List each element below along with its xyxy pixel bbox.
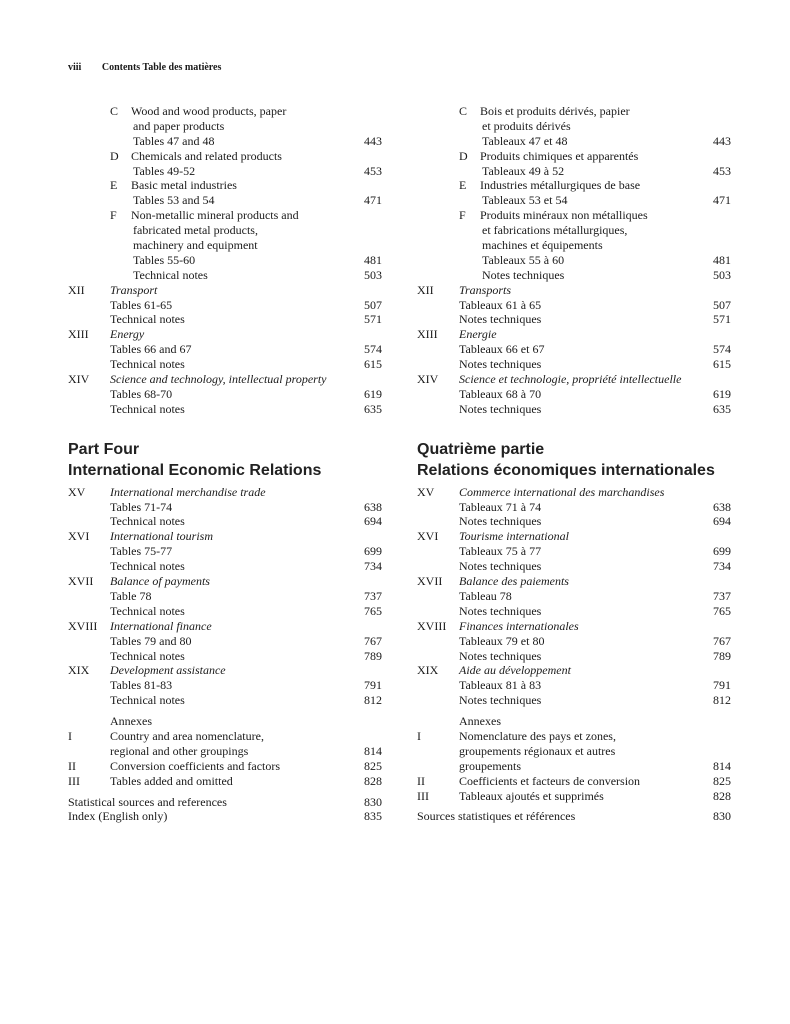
toc-entry	[417, 238, 731, 253]
entry-title: International finance	[110, 618, 212, 633]
entry-page-number: 825	[364, 758, 382, 773]
entry-number: E	[459, 178, 467, 193]
entry-title: Energie	[459, 327, 497, 342]
entry-page-number: 734	[364, 559, 382, 574]
toc-entry	[68, 208, 382, 223]
entry-page-number: 828	[364, 773, 382, 788]
entry-title: Sources statistiques et références	[417, 809, 576, 824]
entry-page-number: 619	[364, 386, 382, 401]
entry-number: XVII	[417, 574, 443, 589]
part-title: Relations économiques internationales	[417, 461, 715, 479]
toc-entry	[417, 357, 731, 372]
entry-page-number: 615	[713, 357, 731, 372]
entry-page-number: 574	[364, 342, 382, 357]
toc-entry	[417, 164, 731, 179]
toc-entry	[68, 387, 382, 402]
toc-entry	[417, 774, 731, 789]
entry-number: II	[68, 758, 76, 773]
entry-title: Notes techniques	[459, 357, 542, 372]
page-folio: viii	[68, 62, 82, 73]
entry-title: Tables 49-52	[133, 163, 196, 178]
entry-title: groupements régionaux et autres	[459, 743, 616, 758]
toc-entry	[68, 795, 382, 810]
entry-title: Country and area nomenclature,	[110, 728, 264, 743]
toc-entry	[417, 514, 731, 529]
toc-chapter-entry	[68, 574, 382, 589]
entry-page-number: 638	[364, 499, 382, 514]
entry-title: Tableau 78	[459, 588, 512, 603]
entry-title: Technical notes	[110, 693, 185, 708]
toc-end-section	[417, 809, 731, 824]
entry-title: Tableaux 81 à 83	[459, 678, 542, 693]
entry-title: Transport	[110, 282, 158, 297]
entry-title: Tables 53 and 54	[133, 193, 215, 208]
toc-entry	[68, 514, 382, 529]
entry-page-number: 471	[713, 193, 731, 208]
entry-number: XIX	[68, 663, 90, 678]
entry-title: Coefficients et facteurs de conversion	[459, 773, 641, 788]
entry-page-number: 828	[713, 788, 731, 803]
toc-entry	[68, 544, 382, 559]
entry-number: XVIII	[417, 618, 447, 633]
toc-entry	[417, 223, 731, 238]
entry-title: Science and technology, intellectual property	[110, 372, 327, 387]
toc-end-section	[68, 795, 382, 825]
toc-entry	[68, 744, 382, 759]
entry-title: Table 78	[110, 588, 152, 603]
entry-title: Notes techniques	[482, 267, 565, 282]
entry-page-number: 471	[364, 193, 382, 208]
entry-page-number: 767	[713, 633, 731, 648]
toc-entry	[68, 164, 382, 179]
toc-entry	[417, 342, 731, 357]
toc-entry	[68, 149, 382, 164]
entry-title: machines et équipements	[482, 238, 603, 253]
entry-number: XVII	[68, 574, 94, 589]
entry-page-number: 503	[364, 267, 382, 282]
entry-number: C	[459, 104, 468, 118]
entry-page-number: 699	[713, 544, 731, 559]
entry-title: Tableaux 71 à 74	[459, 499, 542, 514]
entry-title: Science et technologie, propriété intellectuelle	[459, 372, 682, 387]
entry-title: Tableaux 79 et 80	[459, 633, 545, 648]
entry-number: XIV	[417, 372, 439, 387]
entry-title: Wood and wood products, paper	[131, 104, 287, 118]
entry-number: II	[417, 773, 425, 788]
toc-entry	[68, 104, 382, 119]
entry-page-number: 814	[364, 743, 382, 758]
toc-column-english	[68, 104, 382, 824]
part-label: Quatrième partie	[417, 440, 545, 458]
entry-title: and paper products	[133, 118, 225, 133]
entry-page-number: 443	[713, 133, 731, 148]
entry-title: Finances internationales	[459, 618, 579, 633]
entry-number: D	[110, 148, 119, 163]
entry-title: Tableaux 68 à 70	[459, 386, 542, 401]
toc-chapter-entry	[68, 283, 382, 298]
toc-entry	[417, 649, 731, 664]
toc-entry	[68, 809, 382, 824]
entry-title: Nomenclature des pays et zones,	[459, 728, 616, 743]
entry-number: I	[68, 728, 72, 743]
entry-title: Tableaux 53 et 54	[482, 193, 568, 208]
toc-entry	[68, 774, 382, 789]
entry-page-number: 507	[713, 297, 731, 312]
entry-title: Tables 47 and 48	[133, 133, 215, 148]
entry-page-number: 571	[364, 312, 382, 327]
entry-title: Notes techniques	[459, 603, 542, 618]
entry-title: machinery and equipment	[133, 238, 258, 253]
entry-page-number: 812	[713, 693, 731, 708]
entry-title: Basic metal industries	[131, 178, 237, 193]
toc-entry	[68, 178, 382, 193]
toc-entry	[417, 744, 731, 759]
entry-number: F	[110, 208, 117, 223]
toc-entry	[68, 589, 382, 604]
entry-page-number: 812	[364, 693, 382, 708]
entry-page-number: 734	[713, 559, 731, 574]
entry-title: Technical notes	[110, 559, 185, 574]
toc-entry	[68, 634, 382, 649]
entry-page-number: 791	[364, 678, 382, 693]
entry-page-number: 737	[713, 588, 731, 603]
toc-entry	[68, 298, 382, 313]
entry-page-number: 830	[364, 794, 382, 809]
toc-entry	[68, 253, 382, 268]
entry-title: Non-metallic mineral products and	[131, 208, 299, 223]
entry-number: E	[110, 178, 118, 193]
entry-title: Technical notes	[110, 312, 185, 327]
toc-part-four-section	[68, 485, 382, 708]
toc-chapter-entry	[68, 485, 382, 500]
entry-title: International tourism	[110, 529, 214, 544]
entry-title: International merchandise trade	[110, 484, 266, 499]
toc-entry	[68, 649, 382, 664]
entry-title: Aide au développement	[459, 663, 571, 678]
entry-title: Tables 68-70	[110, 386, 173, 401]
entry-title: Statistical sources and references	[68, 794, 227, 809]
toc-entry	[417, 729, 731, 744]
entry-title: et fabrications métallurgiques,	[482, 223, 628, 238]
entry-title: Conversion coefficients and factors	[110, 758, 281, 773]
toc-entry	[68, 193, 382, 208]
toc-annexes-section	[417, 729, 731, 803]
toc-entry	[68, 312, 382, 327]
entry-page-number: 481	[364, 252, 382, 267]
entry-title: Notes techniques	[459, 514, 542, 529]
toc-entry	[417, 253, 731, 268]
entry-title: Technical notes	[110, 648, 185, 663]
toc-entry	[417, 634, 731, 649]
toc-chapter-entry	[417, 529, 731, 544]
toc-chapter-entry	[417, 619, 731, 634]
entry-page-number: 574	[713, 342, 731, 357]
entry-number: F	[459, 208, 466, 223]
entry-title: Transports	[459, 282, 512, 297]
entry-page-number: 694	[364, 514, 382, 529]
entry-number: XIX	[417, 663, 439, 678]
entry-page-number: 619	[713, 386, 731, 401]
entry-title: Tables 61-65	[110, 297, 173, 312]
part-title: International Economic Relations	[68, 461, 322, 479]
entry-title: Tables 66 and 67	[110, 342, 192, 357]
toc-entry	[417, 402, 731, 417]
entry-number: III	[68, 773, 80, 788]
toc-chapter-entry	[417, 663, 731, 678]
toc-entry	[68, 693, 382, 708]
entry-page-number: 835	[364, 809, 382, 824]
toc-chapter-entry	[417, 283, 731, 298]
entry-title: Produits chimiques et apparentés	[480, 148, 639, 163]
running-head	[68, 62, 221, 73]
entry-title: Tableaux 61 à 65	[459, 297, 542, 312]
toc-top-section	[417, 104, 731, 417]
entry-title: Tableaux 55 à 60	[482, 252, 565, 267]
toc-entry	[68, 729, 382, 744]
entry-page-number: 765	[364, 603, 382, 618]
toc-entry	[68, 268, 382, 283]
toc-entry	[68, 223, 382, 238]
entry-number: XII	[417, 282, 434, 297]
entry-page-number: 507	[364, 297, 382, 312]
entry-page-number: 699	[364, 544, 382, 559]
toc-entry	[68, 119, 382, 134]
entry-title: Tables 55-60	[133, 252, 196, 267]
entry-number: III	[417, 788, 429, 803]
toc-part-four-section	[417, 485, 731, 708]
entry-title: Commerce international des marchandises	[459, 484, 665, 499]
entry-title: regional and other groupings	[110, 743, 249, 758]
entry-page-number: 453	[713, 163, 731, 178]
entry-page-number: 481	[713, 252, 731, 267]
toc-entry	[417, 119, 731, 134]
entry-number: XIII	[417, 327, 438, 342]
entry-title: Technical notes	[110, 401, 185, 416]
toc-entry	[417, 604, 731, 619]
toc-entry	[417, 500, 731, 515]
entry-number: XVI	[68, 529, 90, 544]
toc-entry	[417, 104, 731, 119]
entry-page-number: 814	[713, 758, 731, 773]
entry-page-number: 737	[364, 588, 382, 603]
toc-entry	[68, 678, 382, 693]
entry-title: Tables 79 and 80	[110, 633, 192, 648]
toc-entry	[417, 178, 731, 193]
entry-page-number: 789	[364, 648, 382, 663]
toc-entry	[417, 298, 731, 313]
entry-title: Technical notes	[133, 267, 208, 282]
entry-number: XIII	[68, 327, 89, 342]
entry-title: groupements	[459, 758, 521, 773]
toc-entry	[68, 357, 382, 372]
entry-number: C	[110, 104, 119, 118]
entry-title: Tableaux 75 à 77	[459, 544, 542, 559]
toc-chapter-entry	[417, 574, 731, 589]
entry-page-number: 443	[364, 133, 382, 148]
toc-entry	[417, 387, 731, 402]
entry-number: XVI	[417, 529, 439, 544]
entry-title: Tables 81-83	[110, 678, 173, 693]
toc-entry	[68, 500, 382, 515]
entry-title: Tables added and omitted	[110, 773, 233, 788]
toc-entry	[68, 559, 382, 574]
entry-title: Industries métallurgiques de base	[480, 178, 641, 193]
entry-title: Tableaux 66 et 67	[459, 342, 545, 357]
entry-title: Balance of payments	[110, 574, 210, 589]
entry-title: et produits dérivés	[482, 118, 571, 133]
toc-entry	[417, 678, 731, 693]
entry-number: XIV	[68, 372, 90, 387]
entry-page-number: 694	[713, 514, 731, 529]
toc-annexes-section	[68, 729, 382, 789]
entry-title: Tableaux 47 et 48	[482, 133, 568, 148]
toc-entry	[417, 193, 731, 208]
toc-entry	[417, 149, 731, 164]
annexes-heading: Annexes	[459, 714, 501, 729]
entry-title: Balance des paiements	[459, 574, 569, 589]
annexes-heading: Annexes	[110, 714, 152, 729]
toc-entry	[417, 559, 731, 574]
toc-chapter-entry	[417, 485, 731, 500]
entry-page-number: 615	[364, 357, 382, 372]
entry-title: Technical notes	[110, 603, 185, 618]
entry-title: Notes techniques	[459, 648, 542, 663]
toc-entry	[417, 544, 731, 559]
toc-entry	[68, 342, 382, 357]
entry-title: Tourisme international	[459, 529, 569, 544]
toc-entry	[417, 759, 731, 774]
entry-page-number: 791	[713, 678, 731, 693]
entry-title: Bois et produits dérivés, papier	[480, 104, 630, 118]
toc-top-section	[68, 104, 382, 417]
toc-chapter-entry	[68, 327, 382, 342]
entry-page-number: 503	[713, 267, 731, 282]
toc-chapter-entry	[68, 529, 382, 544]
entry-title: Tableaux ajoutés et supprimés	[459, 788, 604, 803]
entry-title: Notes techniques	[459, 401, 542, 416]
entry-page-number: 825	[713, 773, 731, 788]
toc-entry	[68, 759, 382, 774]
entry-title: Energy	[110, 327, 145, 342]
toc-chapter-entry	[68, 663, 382, 678]
entry-title: Tables 71-74	[110, 499, 173, 514]
toc-entry	[68, 238, 382, 253]
entry-title: Produits minéraux non métalliques	[480, 208, 648, 223]
toc-entry	[417, 134, 731, 149]
entry-page-number: 767	[364, 633, 382, 648]
toc-entry	[417, 789, 731, 804]
toc-entry	[417, 268, 731, 283]
entry-title: Chemicals and related products	[131, 148, 282, 163]
entry-page-number: 830	[713, 809, 731, 824]
entry-title: Index (English only)	[68, 809, 168, 824]
entry-page-number: 638	[713, 499, 731, 514]
toc-chapter-entry	[68, 619, 382, 634]
toc-entry	[417, 809, 731, 824]
entry-title: Notes techniques	[459, 312, 542, 327]
entry-title: Technical notes	[110, 357, 185, 372]
toc-entry	[417, 312, 731, 327]
toc-entry	[417, 208, 731, 223]
running-head-title: Contents Table des matières	[101, 62, 222, 73]
toc-chapter-entry	[68, 372, 382, 387]
toc-entry	[68, 402, 382, 417]
entry-number: D	[459, 148, 468, 163]
entry-title: Technical notes	[110, 514, 185, 529]
entry-page-number: 571	[713, 312, 731, 327]
toc-entry	[417, 693, 731, 708]
entry-title: Tables 75-77	[110, 544, 173, 559]
entry-number: I	[417, 728, 421, 743]
entry-page-number: 789	[713, 648, 731, 663]
entry-title: Notes techniques	[459, 559, 542, 574]
entry-title: Tableaux 49 à 52	[482, 163, 565, 178]
toc-column-french	[417, 104, 731, 824]
entry-page-number: 635	[364, 401, 382, 416]
toc-entry	[417, 589, 731, 604]
toc-entry	[68, 604, 382, 619]
entry-title: Notes techniques	[459, 693, 542, 708]
entry-title: fabricated metal products,	[133, 223, 258, 238]
entry-number: XVIII	[68, 618, 98, 633]
toc-entry	[68, 134, 382, 149]
entry-page-number: 635	[713, 401, 731, 416]
toc-chapter-entry	[417, 372, 731, 387]
entry-number: XV	[68, 484, 86, 499]
entry-page-number: 765	[713, 603, 731, 618]
entry-page-number: 453	[364, 163, 382, 178]
entry-number: XV	[417, 484, 435, 499]
entry-title: Development assistance	[110, 663, 226, 678]
entry-number: XII	[68, 282, 85, 297]
toc-chapter-entry	[417, 327, 731, 342]
part-label: Part Four	[68, 440, 140, 458]
